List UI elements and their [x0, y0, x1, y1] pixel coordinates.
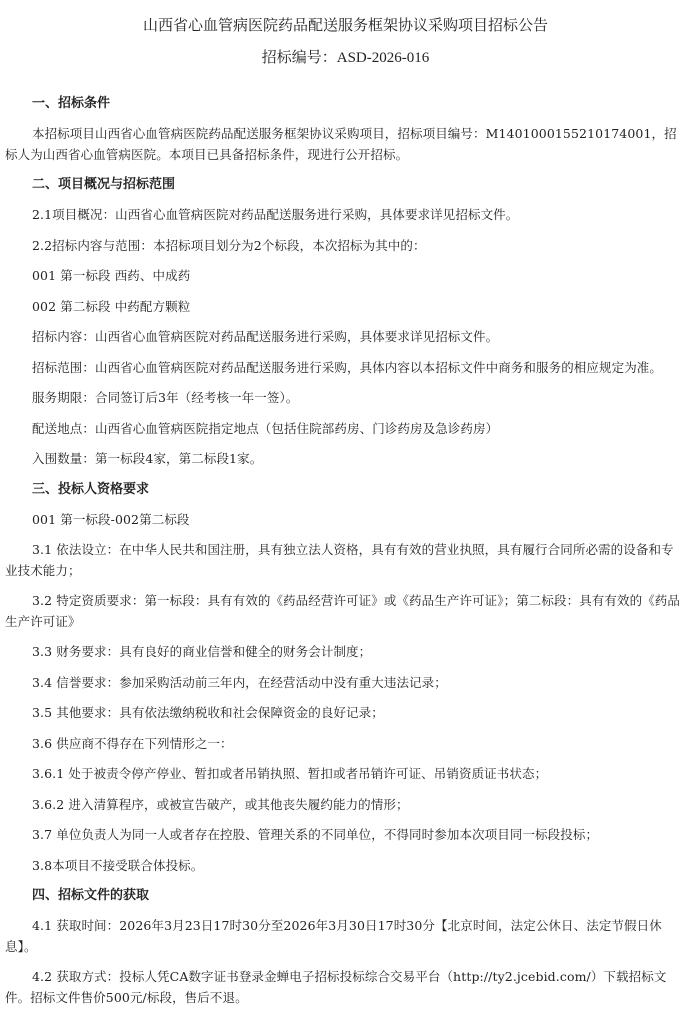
section-heading: 四、招标文件的获取 [32, 888, 150, 903]
paragraph: 3.6.1 处于被责令停产停业、暂扣或者吊销执照、暂扣或者吊销许可证、吊销资质证书状态； [32, 766, 548, 781]
paragraph: 002 第二标段 中药配方颗粒 [32, 298, 191, 314]
paragraph: 001 第一标段-002第二标段 [32, 511, 190, 527]
paragraph: 3.5 其他要求：具有依法缴纳税收和社会保障资金的良好记录； [32, 705, 384, 720]
announcement-document [0, 16, 692, 1008]
section-heading: 二、项目概况与招标范围 [32, 177, 176, 192]
paragraph: 3.3 财务要求：具有良好的商业信誉和健全的财务会计制度； [32, 644, 372, 659]
paragraph: 3.1 依法设立：在中华人民共和国注册，具有独立法人资格，具有有效的营业执照，具有履行合同所必需的设备和专业技术能力； [5, 542, 674, 578]
paragraph: 001 第一标段 西药、中成药 [32, 268, 191, 283]
tender-number: 招标编号：ASD-2026-016 [261, 50, 430, 66]
paragraph: 3.7 单位负责人为同一人或者存在控股、管理关系的不同单位，不得同时参加本次项目同一标段投标； [32, 827, 599, 842]
section-heading: 三、投标人资格要求 [32, 481, 150, 497]
paragraph: 3.4 信誉要求：参加采购活动前三年内，在经营活动中没有重大违法记录； [32, 674, 447, 690]
document-title: 山西省心血管病医院药品配送服务框架协议采购项目招标公告 [142, 18, 548, 34]
paragraph: 3.6 供应商不得存在下列情形之一： [32, 735, 233, 751]
paragraph: 4.2 获取方式：投标人凭CA数字证书登录金蝉电子招标投标综合交易平台（http://ty2.jcebid.com/）下载招标文件。招标文件售价500元/标段，售后不退。 [5, 969, 667, 1005]
paragraph: 4.1 获取时间：2026年3月23日17时30分至2026年3月30日17时30分【北京时间，法定公休日、法定节假日休息】。 [5, 918, 662, 954]
paragraph: 2.1项目概况：山西省心血管病医院对药品配送服务进行采购，具体要求详见招标文件。 [32, 207, 519, 222]
section-heading: 一、招标条件 [32, 96, 111, 111]
paragraph: 招标范围：山西省心血管病医院对药品配送服务进行采购，具体内容以本招标文件中商务和服务的相应规定为准。 [32, 359, 663, 375]
paragraph: 3.6.2 进入清算程序，或被宣告破产，或其他丧失履约能力的情形； [32, 796, 409, 812]
paragraph: 服务期限：合同签订后3年（经考核一年一签）。 [32, 390, 299, 405]
paragraph: 入围数量：第一标段4家，第二标段1家。 [32, 451, 263, 466]
paragraph: 配送地点：山西省心血管病医院指定地点（包括住院部药房、门诊药房及急诊药房） [32, 420, 499, 436]
paragraph: 招标内容：山西省心血管病医院对药品配送服务进行采购，具体要求详见招标文件。 [32, 329, 499, 344]
paragraph: 2.2招标内容与范围：本招标项目划分为2个标段，本次招标为其中的： [32, 237, 426, 253]
paragraph: 3.2 特定资质要求：第一标段：具有有效的《药品经营许可证》或《药品生产许可证》；第二标段：具有有效的《药品生产许可证》 [5, 593, 681, 629]
paragraph: 3.8本项目不接受联合体投标。 [32, 857, 204, 873]
document-body [5, 94, 686, 1008]
paragraph: 本招标项目山西省心血管病医院药品配送服务框架协议采购项目，招标项目编号：M1401000155210174001，招标人为山西省心血管病医院。本项目已具备招标条件，现进行公开招标。 [5, 126, 677, 162]
